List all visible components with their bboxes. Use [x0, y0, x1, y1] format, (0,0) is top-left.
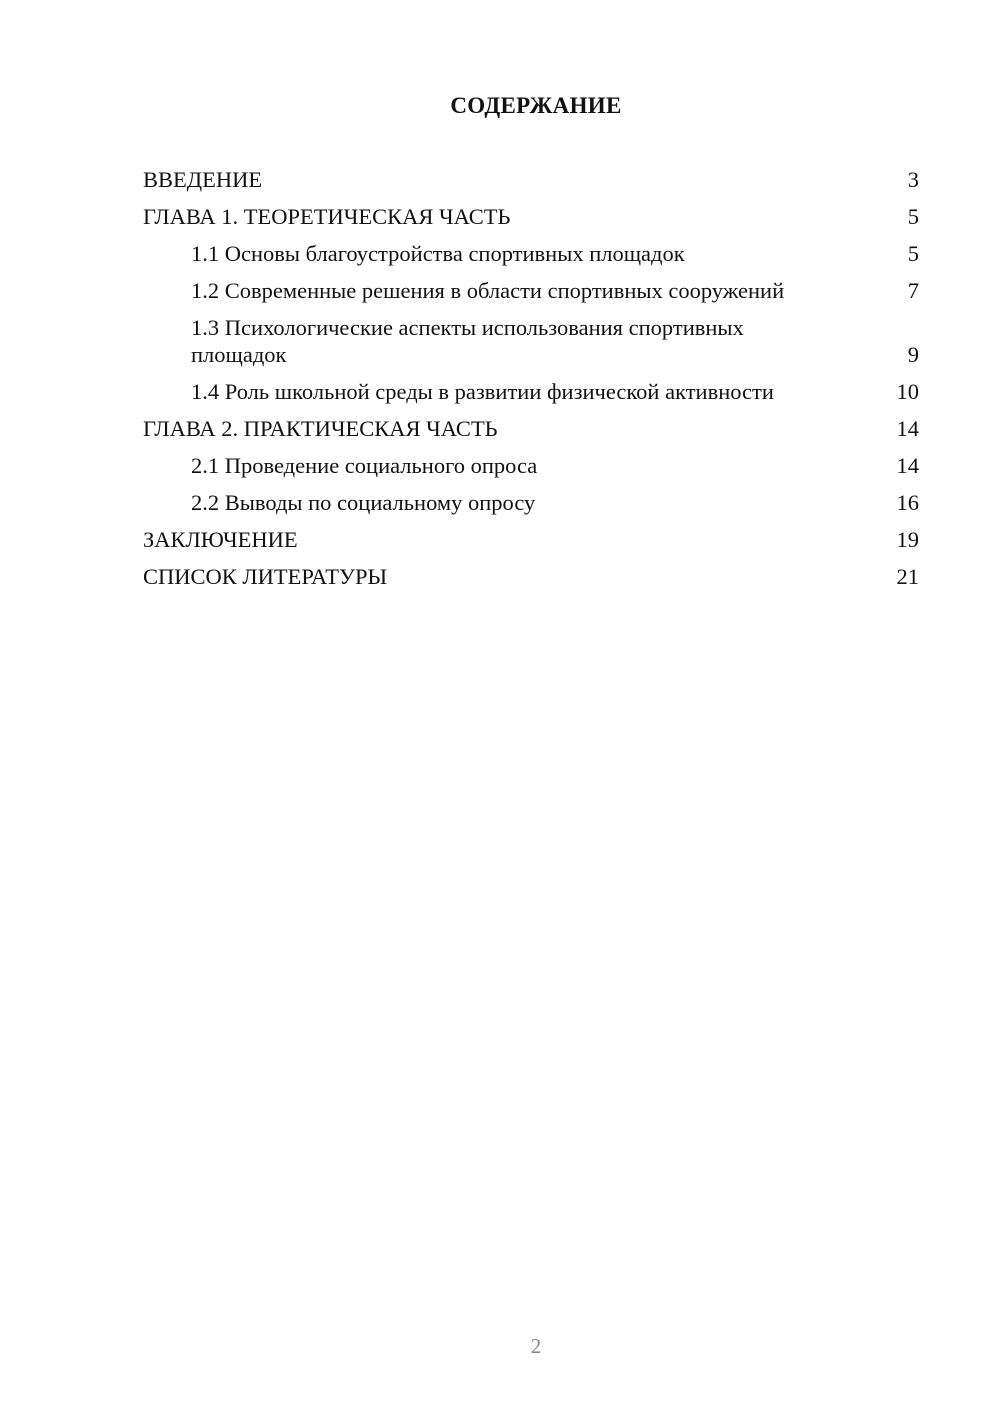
toc-entry-label: 2.2 Выводы по социальному опросу [191, 490, 536, 515]
toc-entry-label: ГЛАВА 1. ТЕОРЕТИЧЕСКАЯ ЧАСТЬ [143, 204, 511, 229]
toc-entry-label: ВВЕДЕНИЕ [143, 167, 263, 192]
toc-entry-page: 7 [907, 278, 919, 303]
toc-entry-chapter-1[interactable] [143, 203, 919, 230]
toc-entry-page: 10 [896, 379, 919, 404]
toc-entry-label: ЗАКЛЮЧЕНИЕ [143, 527, 298, 552]
toc-entry-page: 3 [907, 167, 919, 192]
toc-entry-introduction[interactable] [143, 166, 919, 193]
page-title: СОДЕРЖАНИЕ [450, 93, 622, 118]
toc-entry-page: 5 [907, 241, 919, 266]
toc-entry-label: СПИСОК ЛИТЕРАТУРЫ [143, 564, 388, 589]
toc-entry-page: 21 [896, 564, 919, 589]
toc-entry-page: 9 [907, 342, 919, 367]
toc-entry-section-1-4[interactable] [143, 378, 919, 405]
table-of-contents [143, 166, 919, 600]
toc-entry-page: 19 [896, 527, 919, 552]
toc-entry-label: 1.2 Современные решения в области спортивных сооружений [191, 278, 785, 303]
toc-entry-references[interactable] [143, 563, 919, 590]
toc-entry-label: 1.4 Роль школьной среды в развитии физической активности [191, 379, 774, 404]
toc-entry-label: 1.3 Психологические аспекты использования спортивных площадок [191, 315, 744, 367]
toc-entry-label: ГЛАВА 2. ПРАКТИЧЕСКАЯ ЧАСТЬ [143, 416, 498, 441]
toc-entry-section-1-3[interactable] [143, 314, 919, 368]
toc-entry-page: 14 [896, 453, 919, 478]
toc-entry-chapter-2[interactable] [143, 415, 919, 442]
toc-entry-page: 14 [896, 416, 919, 441]
toc-entry-page: 5 [907, 204, 919, 229]
page-number: 2 [530, 1334, 542, 1358]
toc-entry-section-2-2[interactable] [143, 489, 919, 516]
toc-entry-conclusion[interactable] [143, 526, 919, 553]
toc-entry-section-2-1[interactable] [143, 452, 919, 479]
toc-entry-section-1-2[interactable] [143, 277, 919, 304]
toc-entry-page: 16 [896, 490, 919, 515]
toc-entry-label: 2.1 Проведение социального опроса [191, 453, 538, 478]
toc-entry-section-1-1[interactable] [143, 240, 919, 267]
toc-entry-label: 1.1 Основы благоустройства спортивных площадок [191, 241, 685, 266]
